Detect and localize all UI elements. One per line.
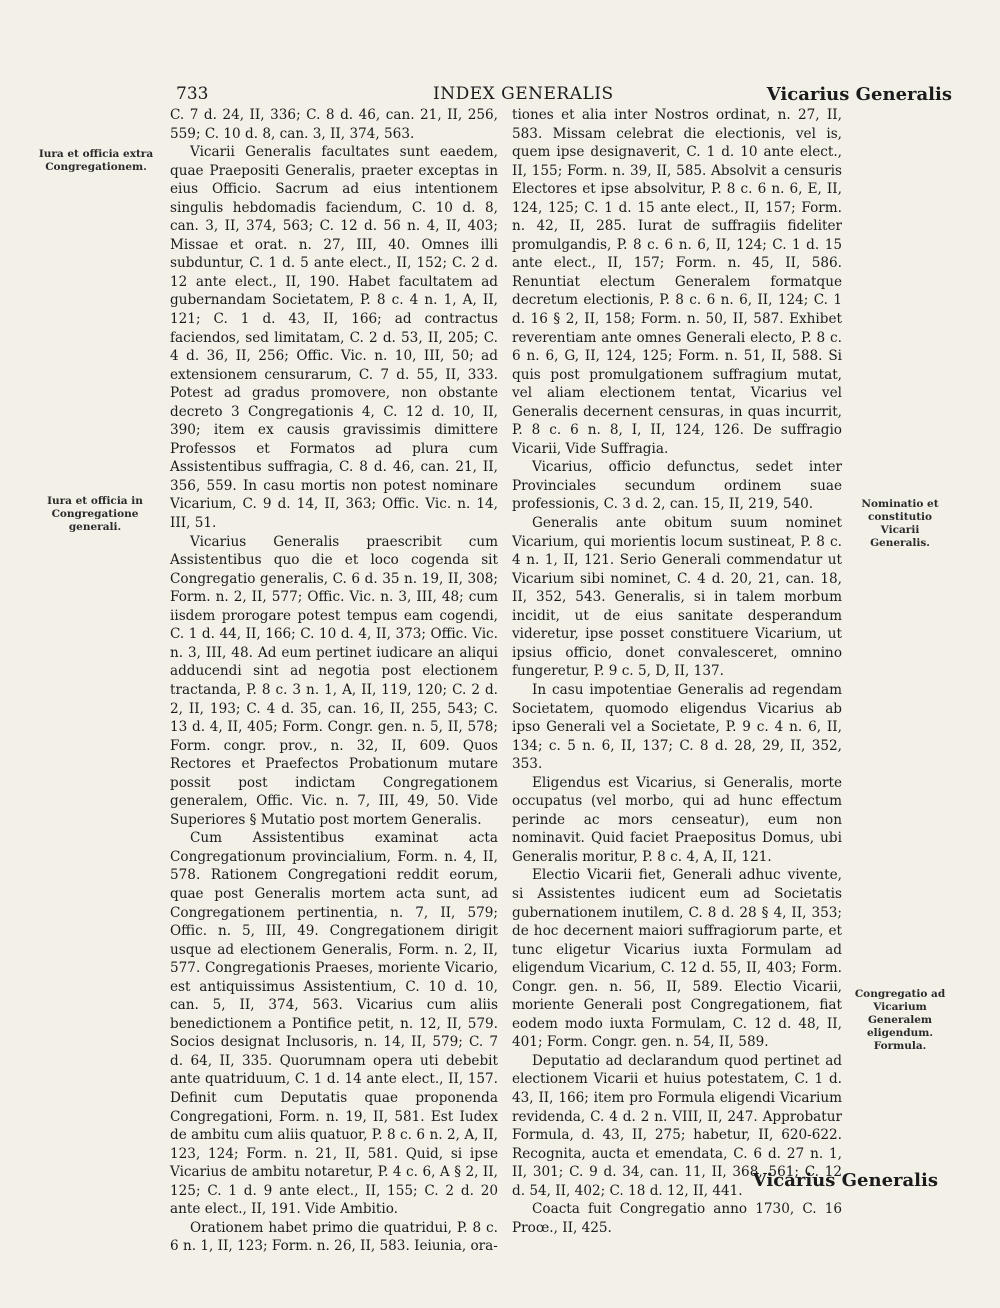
- margin-note-right-1: Nominatio et constitutio Vicarii Generalis.: [861, 498, 939, 549]
- right-paragraph-4: In casu impotentiae Generalis ad regendam Societatem, quomodo eligendus Vicarius ab ipso Generali vel a Societate, P. 9 c. 4 n. 6, II, 134; c. 5 n. 6, II, 137; C. 8 d. 28, 29, II, 352, 353.: [512, 681, 842, 773]
- right-paragraph-3: Generalis ante obitum suum nominet Vicarium, qui morientis locum sustineat, P. 8 c. 4 n. 1, II, 121. Serio Generali commendatur ut Vicarium sibi nominet, C. 4 d. 20, 21, can. 18, II, 352, 543. Generalis, si in talem morbum incidit, ut de eius sanitate desperandum videretur, ipse posset constituere Vicarium, ut ipsius officio, donet convalesceret, omnino fungeretur, P. 9 c. 5, D, II, 137.: [512, 515, 842, 680]
- left-column: [170, 106, 498, 1256]
- margin-note-left-1: Iura et officia extra Congregationem.: [38, 148, 154, 173]
- right-paragraph-2: Vicarius, officio defunctus, sedet inter Provinciales secundum ordinem suae professionis, C. 3 d. 2, can. 15, II, 219, 540.: [512, 459, 842, 513]
- left-paragraph-5: Orationem habet primo die quatridui, P. 8 c. 6 n. 1, II, 123; Form. n. 26, II, 583. Ieiunia, ora-: [170, 1219, 498, 1255]
- right-paragraph-8: Coacta fuit Congregatio anno 1730, C. 16 Proœ., II, 425.: [512, 1201, 842, 1236]
- left-paragraph-3: Vicarius Generalis praescribit cum Assistentibus quo die et loco cogenda sit Congregatio generalis, C. 6 d. 35 n. 19, II, 308; Form. n. 2, II, 577; Offic. Vic. n. 3, III, 48; cum iisdem prorogare potest tempus eam cogendi, C. 1 d. 44, II, 166; C. 10 d. 4, II, 373; Offic. Vic. n. 3, III, 48. Ad eum pertinet iudicare an aliqui adducendi sint ad negotia post electionem tractanda, P. 8 c. 3 n. 1, A, II, 119, 120; C. 2 d. 2, II, 193; C. 4 d. 35, can. 16, II, 255, 543; C. 13 d. 4, II, 405; Form. Congr. gen. n. 5, II, 578; Form. congr. prov., n. 32, II, 609. Quos Rectores et Praefectos Probationum mutare possit post indictam Congregationem generalem, Offic. Vic. n. 7, III, 49, 50. Vide Superiores § Mutatio post mortem Generalis.: [170, 533, 498, 828]
- right-paragraph-6: Electio Vicarii fiet, Generali adhuc vivente, si Assistentes iudicent eum ad Societatis gubernationem inutilem, C. 8 d. 28 § 4, II, 353; de hoc decernent maiori suffragiorum parte, et tunc eligetur Vicarius iuxta Formulam ad eligendum Vicarium, C. 12 d. 55, II, 403; Form. Congr. gen. n. 56, II, 589. Electio Vicarii, moriente Generali post Congregationem, fiat eodem modo iuxta Formulam, C. 12 d. 48, II, 401; Form. Congr. gen. n. 54, II, 589.: [512, 867, 842, 1051]
- page-number: 733: [176, 84, 209, 104]
- right-paragraph-1: tiones et alia inter Nostros ordinat, n. 27, II, 583. Missam celebrat die electionis, vel is, quem ipse designaverit, C. 1 d. 10 ante elect., II, 155; Form. n. 39, II, 585. Absolvit a censuris Electores et ipse absolvitur, P. 8 c. 6 n. 6, E, II, 124, 125; C. 1 d. 15 ante elect., II, 157; Form. n. 42, II, 285. Iurat de suffragiis fideliter promulgandis, P. 8 c. 6 n. 6, II, 124; C. 1 d. 15 ante elect., II, 157; Form. n. 45, II, 586. Renuntiat electum Generalem formatque decretum electionis, P. 8 c. 6 n. 6, II, 124; C. 1 d. 16 § 2, II, 158; Form. n. 50, II, 587. Exhibet reverentiam ante omnes Generali electo, P. 8 c. 6 n. 6, G, II, 124, 125; Form. n. 51, II, 588. Si quis post promulgationem suffragium mutat, vel aliam electionem tentat, Vicarius vel Generalis decernent censuras, in quas incurrit, P. 8 c. 6 n. 8, I, II, 124, 126. De suffragio Vicarii, Vide Suffragia.: [512, 107, 842, 457]
- left-paragraph-4: Cum Assistentibus examinat acta Congregationum provincialium, Form. n. 4, II, 578. Rationem Congregationi reddit eorum, quae post Generalis mortem acta sunt, ad Congregationem pertinentia, n. 7, II, 579; Offic. n. 5, III, 49. Congregationem dirigit usque ad electionem Generalis, Form. n. 2, II, 577. Congregationis Praeses, moriente Vicario, est antiquissimus Assistentium, C. 10 d. 10, can. 5, II, 374, 563. Vicarius cum aliis benedictionem a Pontifice petit, n. 12, II, 579. Socios designat Inclusoris, n. 14, II, 579; C. 7 d. 64, II, 335. Quorumnam opera uti debebit ante quatriduum, C. 1 d. 14 ante elect., II, 157. Definit cum Deputatis quae proponenda Congregationi, Form. n. 19, II, 581. Est Iudex de ambitu cum aliis quatuor, P. 8 c. 6 n. 2, A, II, 123, 124; Form. n. 21, II, 581. Quid, si ipse Vicarius de ambitu notaretur, P. 4 c. 6, A § 2, II, 125; C. 1 d. 9 ante elect., II, 155; C. 2 d. 20 ante elect., II, 191. Vide Ambitio.: [170, 830, 498, 1218]
- left-paragraph-1: C. 7 d. 24, II, 336; C. 8 d. 46, can. 21, II, 256, 559; C. 10 d. 8, can. 3, II, 374, 563.: [170, 107, 498, 142]
- page-header: [0, 84, 1000, 112]
- footer-headword: Vicarius Generalis: [752, 1170, 938, 1191]
- margin-note-left-2: Iura et officia in Congregatione generali.: [47, 495, 143, 533]
- right-paragraph-5: Eligendus est Vicarius, si Generalis, morte occupatus (vel morbo, qui ad hunc effectum perinde ac mors censeatur), eum non nominavit. Quid faciet Praepositus Domus, ubi Generalis moritur, P. 8 c. 4, A, II, 121.: [512, 774, 842, 865]
- left-paragraph-2: Vicarii Generalis facultates sunt eaedem, quae Praepositi Generalis, praeter exceptas in eius Officio. Sacrum ad eius intentionem singulis hebdomadis faciendum, C. 10 d. 8, can. 3, II, 374, 563; C. 12 d. 56 n. 4, II, 403; Missae et orat. n. 27, III, 40. Omnes illi subduntur, C. 1 d. 5 ante elect., II, 152; C. 2 d. 12 ante elect., II, 190. Habet facultatem ad gubernandam Societatem, P. 8 c. 4 n. 1, A, II, 121; C. 1 d. 43, II, 166; ad contractus faciendos, sed limitatam, C. 2 d. 53, II, 205; C. 4 d. 36, II, 256; Offic. Vic. n. 10, III, 50; ad extensionem censurarum, C. 7 d. 55, II, 333. Potest ad gradus promovere, non obstante decreto 3 Congregationis 4, C. 12 d. 10, II, 390; item ex causis gravissimis dimittere Professos et Formatos ad plura cum Assistentibus suffragia, C. 8 d. 46, can. 21, II, 356, 559. In casu mortis non potest nominare Vicarium, C. 9 d. 14, II, 363; Offic. Vic. n. 14, III, 51.: [170, 144, 498, 532]
- right-paragraph-7: Deputatio ad declarandum quod pertinet ad electionem Vicarii et huius potestatem, C. 1 d. 43, II, 166; item pro Formula eligendi Vicarium revidenda, C. 4 d. 2 n. VIII, II, 247. Approbatur Formula, d. 43, II, 275; habetur, II, 620-622. Recognita, aucta et emendata, C. 6 d. 27 n. 1, II, 301; C. 9 d. 34, can. 11, II, 368, 561; C. 12 d. 54, II, 402; C. 18 d. 12, II, 441.: [512, 1052, 842, 1199]
- header-headword: Vicarius Generalis: [766, 84, 952, 105]
- right-column: [512, 106, 842, 1237]
- margin-note-right-2: Congregatio ad Vicarium Generalem eligendum. Formula.: [854, 988, 946, 1052]
- running-title: INDEX GENERALIS: [433, 84, 614, 104]
